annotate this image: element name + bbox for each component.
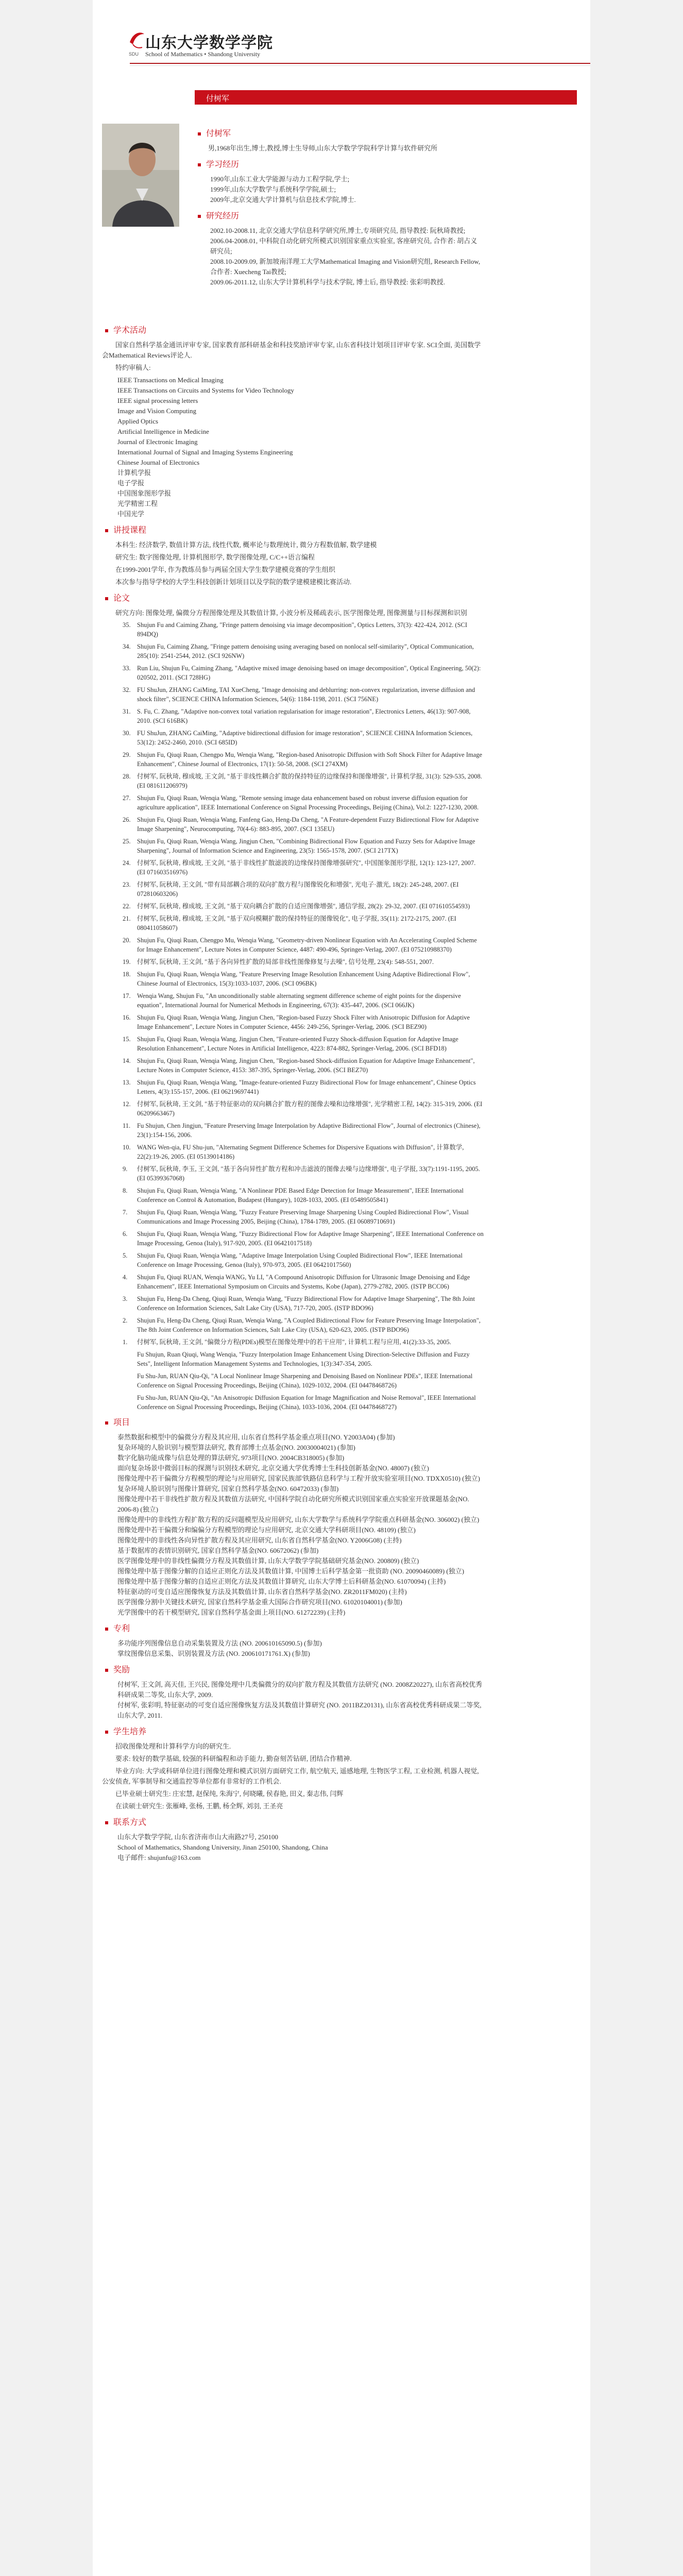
publication-item (102, 1143, 484, 1161)
publication-item (102, 685, 484, 704)
publication-item (102, 620, 484, 639)
list-item: 付树军, 张彩明, 特征驱动的可变自适应图像恢复方法及其数值计算研究 (NO. 2011BZ20131), 山东省高校优秀科研成果二等奖, 山东大学, 2011. (117, 1701, 482, 1719)
publication-item (102, 1186, 484, 1205)
profile-photo (102, 124, 179, 227)
publication-text: Run Liu, Shujun Fu, Caiming Zhang, "Adaptive mixed image denoising based on image decomposition", Optical Engineering, 50(2): 020502, 2011. (SCI 728HG) (137, 665, 481, 681)
publication-text: Shujun Fu, Qiuqi Ruan, Chengpo Mu, Wenqia Wang, "Region-based Anisotropic Diffusion with Soft Shock Filter for Adaptive Image Enhancement", Chinese Journal of Electronics, 17(1): 50-58, 2008. (SCI 274XM) (137, 751, 483, 768)
publication-list (102, 620, 484, 1412)
publication-item (102, 815, 484, 834)
publication-number: 5. (123, 1252, 128, 1259)
publication-text: 付树军, 阮秋琦, 穆成坡, 王文剑, "基于双向耦合扩散的自适应图像增强", 通信学报, 28(2): 29-32, 2007. (EI 071610554593) (137, 903, 470, 910)
project-list (102, 1432, 484, 1618)
publication-item (102, 664, 484, 682)
publication-text: S. Fu, C. Zhang, "Adaptive non-convex total variation regularisation for image restoration", Electronics Letters, 46(13): 907-908, 2010. (SCI 616BK) (137, 708, 471, 724)
project-item: 图像处理中基于图像分解的自适应正则化方法及其数值计算, 中国博士后科学基金第一批资助 (NO. 20090460089) (独立) (117, 1567, 465, 1575)
publication-text: Fu Shujun, Ruan Qiuqi, Wang Wenqia, "Fuzzy Interpolation Image Enhancement Using Direction-Selective Diffusion and Fuzzy Sets", Intelligent Information Management Systems and Technologies, 1(3):347-354, 2005. (137, 1351, 470, 1367)
publication-item (102, 642, 484, 660)
publication-number: 14. (123, 1057, 131, 1064)
section-awards-title: 奖励 (102, 1664, 484, 1675)
publication-text: 付树军, 阮秋琦, 穆成坡, 王文剑, "基于非线性耦合扩散的保持特征的边缘保持和图像增强", 计算机学报, 31(3): 529-535, 2008. (EI 081611206979) (137, 773, 482, 789)
publication-text: Wenqia Wang, Shujun Fu, "An unconditionally stable alternating segment difference scheme of eight points for the dispersive equation", International Journal for Numerical Methods in Engineering, 67(3): 435-447, 2006. (SCI 066JK) (137, 992, 461, 1009)
publication-text: 付树军, 阮秋琦, 穆成坡, 王文剑, "基于非线性扩散滤波的边缘保持图像增强研究", 中国图象图形学报, 12(1): 123-127, 2007. (EI 071603516976) (137, 859, 476, 876)
publication-item (102, 902, 484, 911)
academic-text: 国家自然科学基金通讯评审专家, 国家教育部科研基金和科技奖励评审专家, 山东省科技计划项目评审专家. SCI全面, 美国数学会Mathematical Reviews评论人. (102, 341, 481, 359)
journal-item: Artificial Intelligence in Medicine (117, 428, 209, 435)
publication-item (102, 1350, 484, 1368)
project-item: 图像处理中若干偏微分和编偏分方程模型的理论与应用研究, 北京交通大学科研项目(NO. 48109) (独立) (117, 1526, 416, 1534)
publication-item (102, 772, 484, 790)
publication-text: Shujun Fu, Heng-Da Cheng, Qiuqi Ruan, Wenqia Wang, "Fuzzy Bidirectional Flow for Adaptive Image Sharpening", The 8th Joint Conference on Information Sciences, Salt Lake City (USA), 717-720, 2005. (ISTP BDO96) (137, 1295, 475, 1312)
papers-intro: 研究方向: 图像处理, 偏微分方程图像处理及其数值计算, 小波分析及稀疏表示, 医学图像处理, 图像测量与目标探测和识别 (115, 609, 467, 617)
publication-number: 31. (123, 708, 131, 715)
patent-list (102, 1638, 484, 1659)
list-item: 付树军, 王文剑, 高天佳, 王兴民, 图像处理中几类偏微分的双向扩散方程及其数值方法研究 (NO. 2008Z20227), 山东省高校优秀科研成果二等奖, 山东大学, 2009. (117, 1681, 483, 1699)
journal-item: Image and Vision Computing (117, 407, 197, 415)
teaching-text: 研究生: 数字图像处理, 计算机图形学, 数学图像处理, C/C++语言编程 (115, 553, 315, 561)
list-item: 2009年,北京交通大学计算机与信息技术学院,博士. (210, 196, 356, 204)
publication-text: Shujun Fu, Qiuqi Ruan, Wenqia Wang, Jingjun Chen, "Region-based Fuzzy Shock Filter with Anisotropic Diffusion for Adaptive Image Enhancement", Lecture Notes in Computer Science, 4456: 249-256, Springer-Verlag, 2006. (SCI BEZ90) (137, 1014, 470, 1030)
svg-text:SDU: SDU (129, 52, 139, 57)
publication-item (102, 707, 484, 725)
publication-item (102, 750, 484, 769)
section-contact-title: 联系方式 (102, 1817, 484, 1828)
publication-number: 10. (123, 1144, 131, 1151)
publication-item (102, 1273, 484, 1291)
journal-item: Journal of Electronic Imaging (117, 438, 198, 446)
publication-text: Shujun Fu, Qiuqi Ruan, Wenqia Wang, Jingjun Chen, "Combining Bidirectional Flow Equation and Fuzzy Sets for Adaptive Image Sharpening", Journal of Information Science and Engineering, 23(5): 1565-1578, 2007. (SCI 217TX) (137, 838, 475, 854)
section-students-title: 学生培养 (102, 1726, 484, 1737)
journal-item: IEEE Transactions on Circuits and Systems for Video Technology (117, 386, 295, 394)
teaching-text: 本次参与指导学校的大学生科技创新计划项目以及学院的数学建模建模比赛活动. (115, 578, 352, 586)
publication-text: Shujun Fu, Qiuqi Ruan, Wenqia Wang, "A Nonlinear PDE Based Edge Detection for Image Measurement", IEEE International Conference on Control & Automation, Budapest (Hungary), 1028-1033, 2005. (EI 05489505841) (137, 1187, 464, 1204)
publication-item (102, 936, 484, 954)
publication-text: Shujun Fu, Qiuqi Ruan, Wenqia Wang, "Adaptive Image Interpolation Using Coupled Bidirectional Flow", IEEE International Conference on Image Processing, Genoa (Italy), 970-973, 2005. (EI 06421017560) (137, 1252, 463, 1268)
journal-item: 光学精密工程 (117, 500, 158, 507)
publication-text: Shujun Fu, Qiuqi RUAN, Wenqia WANG, Yu LI, "A Compound Anisotropic Diffusion for Ultrasonic Image Denoising and Edge Enhancement", IEEE International Symposium on Circuits and Systems, Kobe (Japan), 2779-2782, 2005. (ISTP BCC06) (137, 1274, 470, 1290)
publication-text: Shujun Fu, Caiming Zhang, "Fringe pattern denoising using averaging based on nonlocal self-similarity", Optical Communication, 285(10): 2541-2544, 2012. (SCI 926NW) (137, 643, 474, 659)
publication-number: 35. (123, 621, 131, 629)
publication-item (102, 1337, 484, 1347)
publication-item (102, 728, 484, 747)
education-list (195, 174, 483, 205)
work-list (195, 226, 483, 287)
publication-item (102, 1164, 484, 1183)
publication-item (102, 1208, 484, 1226)
publication-text: 付树军, 阮秋琦, 穆成坡, 王文剑, "基于双向模糊扩散的保持特征的图像锐化", 电子学报, 35(11): 2172-2175, 2007. (EI 080411058607) (137, 915, 456, 931)
publication-item (102, 1316, 484, 1334)
project-item: 图像处理中若干偏微分方程模型的理论与应用研究, 国家民族部'铁路信息科学与工程'开放实验室项目(NO. TDXX0510) (独立) (117, 1475, 480, 1482)
publication-item (102, 991, 484, 1010)
publication-text: Fu Shu-Jun, RUAN Qiu-Qi, "An Anisotropic Diffusion Equation for Image Magnification and Noise Removal", IEEE International Conference on Signal Processing Proceedings, Beijing (China), 1033-1036, 2004. (EI 04478468727) (137, 1394, 476, 1411)
section-academic-title: 学术活动 (102, 325, 484, 336)
list-item: 1999年,山东大学数学与系统科学学院,硕士; (210, 185, 336, 193)
academic-reviewer-label: 特约审稿人: (115, 364, 151, 371)
list-item: 多功能序列图像信息自动采集装置及方法 (NO. 200610165090.5) (参加) (117, 1639, 322, 1647)
publication-item (102, 1035, 484, 1053)
journal-item: IEEE signal processing letters (117, 397, 198, 404)
section-education-title: 学习经历 (195, 159, 483, 170)
project-item: 复杂环境的人脸识别与模型算法研究, 教育部博士点基金(NO. 20030004021) (参加) (117, 1444, 355, 1451)
publication-number: 17. (123, 992, 131, 999)
section-name: 付树军 (195, 128, 483, 139)
project-item: 复杂环境人脸识别与图像计算研究, 国家自然科学基金(NO. 60472033) (参加) (117, 1485, 339, 1493)
publication-text: Shujun Fu, Qiuqi Ruan, Wenqia Wang, "Remote sensing image data enhancement based on robust inverse diffusion equation for agriculture application", IEEE International Conference on Signal Processing Proceedings, Beijing (China), Vol.2: 1227-1230, 2008. (137, 794, 479, 811)
publication-number: 3. (123, 1295, 128, 1302)
publication-number: 18. (123, 971, 131, 978)
publication-text: Shujun Fu, Qiuqi Ruan, Wenqia Wang, "Image-feature-oriented Fuzzy Bidirectional Flow for Image enhancement", Chinese Optics Letters, 4(3):155-157, 2006. (EI 06219697441) (137, 1079, 476, 1095)
publication-item (102, 793, 484, 812)
project-item: 医学图像分割中关键技术研究, 国家自然科学基金重大国际合作研究项目(NO. 61020104001) (参加) (117, 1598, 402, 1606)
person-photo-icon (102, 124, 179, 227)
publication-number: 6. (123, 1230, 128, 1238)
project-item: 图像处理中基于图像分解的自适应正则化方法及其数值计算研究, 山东大学博士后科研基金(NO. 61070094) (主持) (117, 1578, 446, 1585)
publication-number: 13. (123, 1079, 131, 1086)
publication-item (102, 1078, 484, 1096)
contact-email[interactable]: 电子邮件: shujunfu@163.com (117, 1854, 201, 1861)
project-item: 医学图像处理中的非线性偏微分方程及其数值计算, 山东大学数学学院基础研究基金(NO. 200809) (独立) (117, 1557, 419, 1565)
project-item: 图像处理中的非线性各向异性扩散方程及其应用研究, 山东省自然科学基金(NO. Y2006G08) (主持) (117, 1536, 402, 1544)
publication-number: 21. (123, 915, 131, 922)
students-text: 招收图像处理和计算科学方向的研究生. (115, 1742, 231, 1750)
publication-text: 付树军, 阮秋琦, 王文剑, "基于各向异性扩散的局部非线性图像修复与去噪", 信号处理, 23(4): 548-551, 2007. (137, 958, 434, 965)
section-papers-title: 论文 (102, 592, 484, 604)
project-item: 面向复杂场景中微弱目标的探测与识别技术研究, 北京交通大学优秀博士生科技创新基金(NO. 48007) (独立) (117, 1464, 429, 1472)
journal-item: International Journal of Signal and Imaging Systems Engineering (117, 448, 293, 456)
project-item: 图像处理中的非线性方程扩散方程的反问题模型及应用研究, 山东大学数学与系统科学学院重点科研基金(NO. 306002) (独立) (117, 1516, 480, 1523)
publication-item (102, 1294, 484, 1313)
publication-text: WANG Wen-qia, FU Shu-jun, "Alternating Segment Difference Schemes for Dispersive Equations with Diffusion", 计算数学, 22(2):19-26, 2005. (EI 05139014186) (137, 1144, 464, 1160)
publication-text: 付树军, 阮秋琦, 李玉, 王文剑, "基于各向异性扩散方程和冲击滤波的图像去噪与边缘增强", 电子学报, 33(7):1191-1195, 2005. (EI 05399367068) (137, 1165, 480, 1182)
publication-text: Shujun Fu, Qiuqi Ruan, Wenqia Wang, Jingjun Chen, "Feature-oriented Fuzzy Shock-diffusion Equation for Adaptive Image Resolution Enhancement", Lecture Notes in Artificial Intelligence, 4223: 874-882, Springer-Verlag, 2006. (SCI BFD18) (137, 1036, 458, 1052)
publication-number: 19. (123, 958, 131, 965)
publication-item (102, 1393, 484, 1412)
journal-item: 中国光学 (117, 510, 145, 518)
publication-text: Shujun Fu, Qiuqi Ruan, Wenqia Wang, "Fuzzy Bidirectional Flow for Adaptive Image Sharpening", IEEE International Conference on Image Processing, Genoa (Italy), 917-920, 2005. (EI 06421017518) (137, 1230, 484, 1247)
publication-text: Shujun Fu, Qiuqi Ruan, Chengpo Mu, Wenqia Wang, "Geometry-driven Nonlinear Equation with An Accelerating Coupled Scheme for Image Enhancement", Lecture Notes in Computer Science, 4487: 490-496, Springer-Verlag, 2007. (EI 075210988370) (137, 937, 477, 953)
publication-number: 27. (123, 794, 131, 802)
students-text: 毕业方向: 大学或科研单位进行图像处理和模式识别方面研究工作, 航空航天, 遥感地理, 生物医学工程, 工业检测, 机器人视觉, 公安侦查, 军事制导和交通监控等单位都有非常好的工作机会. (102, 1767, 479, 1785)
publication-number: 30. (123, 730, 131, 737)
publication-item (102, 970, 484, 988)
journal-item: 计算机学报 (117, 469, 151, 477)
section-patents-title: 专利 (102, 1623, 484, 1634)
publication-number: 34. (123, 643, 131, 650)
teaching-text: 在1999-2001学年, 作为教练员参与两届全国大学生数学建模竞赛的学生组织 (115, 566, 335, 573)
project-item: 光学图像中的若干模型研究, 国家自然科学基金面上项目(NO. 61272239) (主持) (117, 1608, 346, 1616)
section-projects-title: 项目 (102, 1417, 484, 1428)
publication-text: 付树军, 阮秋琦, 王文剑, "基于特征驱动的双向耦合扩散方程的图像去噪和边缘增强", 光学精密工程, 14(2): 315-319, 2006. (EI 06209663467) (137, 1100, 483, 1117)
publication-item (102, 914, 484, 933)
section-teaching-title: 讲授课程 (102, 524, 484, 536)
publication-text: Shujun Fu and Caiming Zhang, "Fringe pattern denoising via image decomposition", Optics Letters, 37(3): 422-424, 2012. (SCI 894DQ) (137, 621, 468, 638)
publication-text: Fu Shujun, Chen Jingjun, "Feature Preserving Image Interpolation by Adaptive Bidirectional Flow", Journal of electronics (Chinese), 23(1):154-156, 2006. (137, 1122, 481, 1139)
publication-number: 26. (123, 816, 131, 823)
list-item: 2002.10-2008.11, 北京交通大学信息科学研究所,博士,专项研究员, 指导教授: 阮秋琦教授; (210, 227, 466, 234)
publication-text: Shujun Fu, Qiuqi Ruan, Wenqia Wang, Jingjun Chen, "Region-based Shock-diffusion Equation for Adaptive Image Enhancement", Lecture Notes in Computer Science, 4153: 387-395, Springer-Verlag, 2006. (SCI BEZ70) (137, 1057, 475, 1074)
publication-number: 22. (123, 903, 131, 910)
project-item: 特征驱动的可变自适应图像恢复方法及其数值计算, 山东省自然科学基金(NO. ZR2011FM020) (主持) (117, 1588, 407, 1596)
award-list (102, 1680, 484, 1721)
publication-item (102, 957, 484, 967)
publication-item (102, 1121, 484, 1140)
list-item: 2009.06-2011.12, 山东大学计算机科学与技术学院, 博士后, 指导教授: 张彩明教授. (210, 278, 445, 286)
publication-number: 7. (123, 1209, 128, 1216)
contact-address-en: School of Mathematics, Shandong University, Jinan 250100, Shandong, China (117, 1843, 328, 1851)
publication-number: 15. (123, 1036, 131, 1043)
publication-item (102, 858, 484, 877)
publication-number: 9. (123, 1165, 128, 1173)
publication-number: 20. (123, 937, 131, 944)
students-text: 已毕业硕士研究生: 庄宏慧, 赵保纯, 朱海宁, 何晓曦, 侯春艳, 田义, 秦志伟, 闫辉 (115, 1790, 344, 1798)
publication-item (102, 837, 484, 855)
page-title: 付树军 (206, 94, 230, 103)
project-item: 数字化脑功能成像与信息处理的算法研究, 973项目(NO. 2004CB318005) (参加) (117, 1454, 345, 1462)
publication-number: 16. (123, 1014, 131, 1021)
journal-item: 中国图象图形学报 (117, 489, 172, 497)
school-name-en: School of Mathematics • Shandong University (145, 50, 261, 58)
publication-text: Shujun Fu, Heng-Da Cheng, Qiuqi Ruan, Wenqia Wang, "A Coupled Bidirectional Flow for Feature Preserving Image Interpolation", The 8th Joint Conference on Information Sciences, Salt Lake City (USA), 620-623, 2005. (ISTP BDO96) (137, 1317, 481, 1333)
project-item: 基于数据库的表情识别研究, 国家自然科学基金(NO. 60672062) (参加) (117, 1547, 319, 1554)
publication-text: Shujun Fu, Qiuqi Ruan, Wenqia Wang, Fanfeng Gao, Heng-Da Cheng, "A Feature-dependent Fuzzy Bidirectional Flow for Adaptive Image Sharpening", Neurocomputing, 70(4-6): 883-895, 2007. (SCI 135EU) (137, 816, 479, 833)
profile-content (195, 123, 483, 287)
list-item: 2006.04-2008.01, 中科院自动化研究所模式识别国家重点实验室, 客座研究员, 合作者: 胡占义研究员; (210, 237, 477, 255)
journal-list (102, 375, 484, 519)
journal-item: Applied Optics (117, 417, 159, 425)
publication-number: 11. (123, 1122, 131, 1129)
publication-text: 付树军, 阮秋琦, 王文剑, "带有局部耦合项的双向扩散方程与图像锐化和增强", 光电子·激光, 18(2): 245-248, 2007. (EI 072810603206) (137, 881, 459, 897)
project-item: 图像处理中若干非线性扩散方程及其数值方法研究, 中国科学院自动化研究所模式识别国家重点实验室开放课题基金(NO. 2006-8) (独立) (117, 1495, 469, 1513)
teaching-text: 本科生: 经济数学, 数值计算方法, 线性代数, 概率论与数理统计, 微分方程数值解, 数学建模 (115, 541, 377, 549)
publication-text: 付树军, 阮秋琦, 王文剑, "偏微分方程(PDEs)模型在图像处理中的若干应用", 计算机工程与应用, 41(2):33-35, 2005. (137, 1338, 451, 1346)
publication-text: FU ShuJun, ZHANG CaiMing, "Adaptive bidirectional diffusion for image restoration", SCIENCE CHINA Information Sciences, 53(12): 2452-2460, 2010. (SCI 685ID) (137, 730, 473, 746)
publication-text: FU ShuJun, ZHANG CaiMing, TAI XueCheng, "Image denoising and deblurring: non-convex regularization, inverse diffusion and shock filter", SCIENCE CHINA Information Sciences, 54(6): 1184-1198, 2011. (SCI 756NE) (137, 686, 475, 703)
page (93, 0, 590, 2576)
list-item: 掌纹图像信息采集、识别装置及方法 (NO. 200610171761.X) (参加) (117, 1650, 310, 1657)
publication-number: 8. (123, 1187, 128, 1194)
publication-number: 24. (123, 859, 131, 867)
publication-item (102, 1229, 484, 1248)
publication-number: 25. (123, 838, 131, 845)
publication-number: 33. (123, 665, 131, 672)
publication-number: 28. (123, 773, 131, 780)
journal-item: IEEE Transactions on Medical Imaging (117, 376, 224, 384)
journal-item: Chinese Journal of Electronics (117, 459, 200, 466)
publication-item (102, 1371, 484, 1390)
list-item: 1990年,山东工业大学能源与动力工程学院,学士; (210, 175, 350, 183)
contact-address: 山东大学数学学院, 山东省济南市山大南路27号, 250100 (117, 1833, 279, 1841)
main-content (102, 319, 484, 1863)
publication-number: 4. (123, 1274, 128, 1281)
publication-number: 12. (123, 1100, 131, 1108)
publication-item (102, 1251, 484, 1269)
publication-text: Fu Shu-Jun, RUAN Qiu-Qi, "A Local Nonlinear Image Sharpening and Denoising Based on Nonlinear PDEs", IEEE International Conference on Signal Processing Proceedings, Beijing (China), 1029-1032, 2004. (EI 04478468726) (137, 1372, 473, 1389)
publication-text: Shujun Fu, Qiuqi Ruan, Wenqia Wang, "Feature Preserving Image Resolution Enhancement Using Adaptive Bidirectional Flow", Chinese Journal of Electronics, 15(3):1033-1037, 2006. (SCI 096BK) (137, 971, 470, 987)
publication-item (102, 1013, 484, 1031)
section-work-title: 研究经历 (195, 210, 483, 222)
publication-number: 1. (123, 1338, 128, 1346)
publication-number: 23. (123, 881, 131, 888)
publication-item (102, 1099, 484, 1118)
publication-number: 2. (123, 1317, 128, 1324)
publication-item (102, 1056, 484, 1075)
publication-text: Shujun Fu, Qiuqi Ruan, Wenqia Wang, "Fuzzy Feature Preserving Image Sharpening Using Coupled Bidirectional Flow", Visual Communications and Image Processing 2005, Beijing (China), 1784-1789, 2005. (EI 06089710691) (137, 1209, 469, 1225)
name-title-bar (195, 90, 577, 105)
publication-item (102, 880, 484, 899)
publication-number: 29. (123, 751, 131, 758)
project-item: 泰然数据和模型中的偏微分方程及其应用, 山东省自然科学基金重点项目(NO. Y2003A04) (参加) (117, 1433, 395, 1441)
intro-text: 男,1968年出生,博士,教授,博士生导师,山东大学数学学院科学计算与软件研究所 (208, 144, 438, 152)
list-item: 2008.10-2009.09, 新加坡南洋理工大学Mathematical Imaging and Vision研究组, Research Fellow, 合作者: Xuecheng Tai教授; (210, 258, 481, 276)
students-text: 在读硕士研究生: 张雁峰, 张杨, 王鹏, 杨全辉, 刘羽, 王圣亮 (115, 1802, 283, 1810)
school-name[interactable]: 山东大学数学学院 (145, 34, 273, 52)
publication-number: 32. (123, 686, 131, 693)
students-text: 要求: 较好的数学基础, 较强的科研编程和动手能力, 勤奋刻苦钻研, 团结合作精神. (115, 1755, 352, 1762)
journal-item: 电子学报 (117, 479, 145, 487)
